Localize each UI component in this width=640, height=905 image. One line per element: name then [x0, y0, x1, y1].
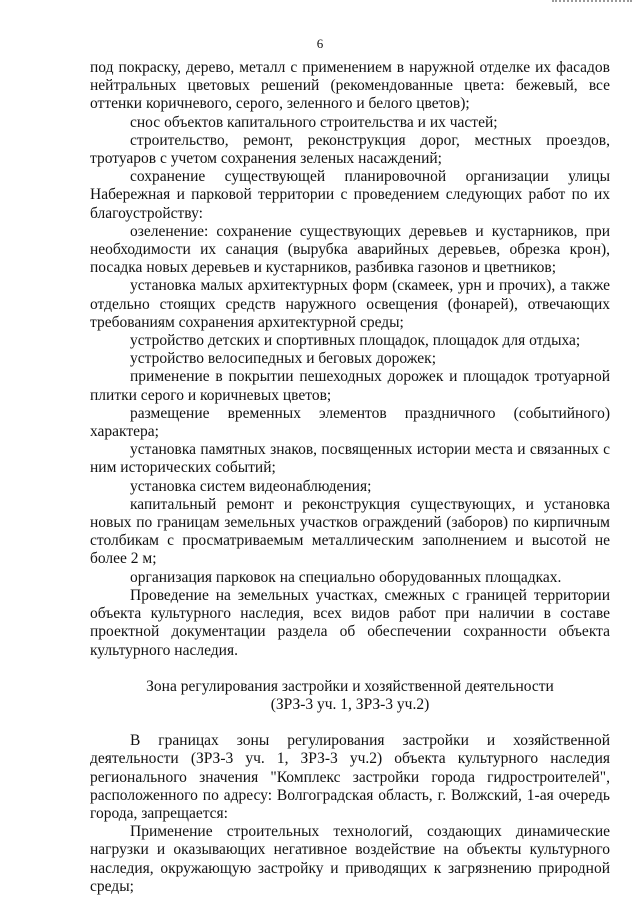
page-number: 6 — [316, 36, 324, 51]
paragraph: установка систем видеонаблюдения; — [130, 477, 372, 495]
paragraph: установка малых архитектурных форм (скамеек, урн и прочих), а также отдельно стоящих средств наружного освещения (фонарей), отвечающих требованиям сохранения архитектурной среды; — [90, 277, 610, 331]
scan-artifact — [552, 0, 632, 5]
paragraph: озеленение: сохранение существующих деревьев и кустарников, при необходимости их санация (вырубка аварийных деревьев, обрезка крон), посадка новых деревьев и кустарников, разбивка газонов и цветников; — [90, 222, 610, 277]
paragraph: Проведение на земельных участках, смежных с границей территории объекта культурного наследия, всех видов работ при наличии в составе проектной документации раздела об обеспечении сохранности объекта культурного наследия. — [90, 586, 610, 659]
paragraph: организация парковок на специально оборудованных площадках. — [130, 568, 562, 586]
paragraph: снос объектов капитального строительства и их частей; — [130, 113, 498, 131]
paragraph: установка памятных знаков, посвященных истории места и связанных с ним исторических событий; — [90, 441, 610, 477]
paragraph: капитальный ремонт и реконструкция существующих, и установка новых по границам земельных участков ограждений (заборов) по кирпичным столбикам с просматриваемым металлическим заполнением и высотой не более 2 м; — [90, 495, 610, 568]
paragraph: строительство, ремонт, реконструкция дорог, местных проездов, тротуаров с учетом сохранения зеленых насаждений; — [90, 131, 610, 168]
paragraph: под покраску, дерево, металл с применением в наружной отделке их фасадов нейтральных цветовых решений (рекомендованные цвета: бежевый, все оттенки коричневого, серого, зеленного и белого цветов); — [90, 59, 610, 113]
paragraph: устройство детских и спортивных площадок, площадок для отдыха; — [130, 332, 581, 350]
section-heading-subtitle: (ЗРЗ-3 уч. 1, ЗРЗ-3 уч.2) — [270, 695, 430, 713]
paragraph: применение в покрытии пешеходных дорожек и площадок тротуарной плитки серого и коричневых цветов; — [90, 368, 610, 404]
paragraph: размещение временных элементов праздничного (событийного) характера; — [90, 404, 610, 441]
document-body — [90, 59, 610, 896]
paragraph: Применение строительных технологий, создающих динамические нагрузки и оказывающих негативное воздействие на объекты культурного наследия, окружающую застройку и приводящих к загрязнению природной среды; — [90, 823, 610, 895]
paragraph: устройство велосипедных и беговых дорожек; — [130, 350, 437, 368]
paragraph: В границах зоны регулирования застройки и хозяйственной деятельности (ЗРЗ-3 уч. 1, ЗРЗ-3 уч.2) объекта культурного наследия регионального значения "Комплекс застройки города гидростроителей", расположенного по адресу: Волгоградская область, г. Волжский, 1-ая очередь города, запрещается: — [90, 732, 610, 822]
paragraph: сохранение существующей планировочной организации улицы Набережная и парковой территории с проведением следующих работ по их благоустройству: — [90, 168, 610, 222]
section-heading-title: Зона регулирования застройки и хозяйственной деятельности — [146, 677, 554, 695]
